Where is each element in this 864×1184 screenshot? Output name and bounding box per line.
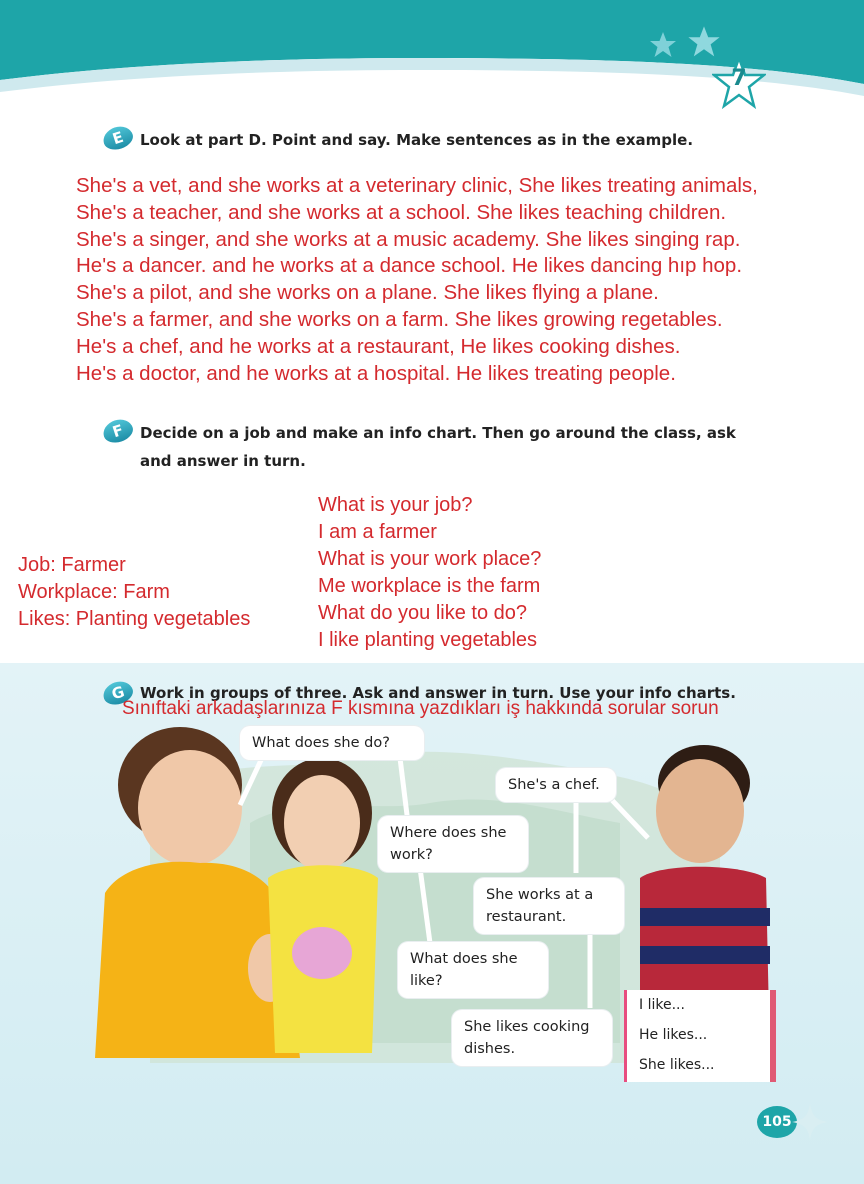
phrase-item: I like...: [639, 997, 685, 1013]
phrase-item: He likes...: [639, 1027, 708, 1043]
info-chart: [18, 552, 250, 633]
answer-line: He's a chef, and he works at a restaurant, He likes cooking dishes.: [76, 334, 681, 358]
instruction-line: Decide on a job and make an info chart. Then go around the class, ask: [140, 424, 736, 442]
bubble-she-likes-cooking: [452, 1010, 612, 1066]
unit-number: 7: [731, 66, 747, 91]
phrase-item: She likes...: [639, 1057, 715, 1073]
answer-line: She's a teacher, and she works at a school. She likes teaching children.: [76, 200, 727, 224]
dialogue-line: What is your work place?: [318, 548, 542, 570]
bubble-line: She likes cooking: [464, 1019, 590, 1035]
section-e-instruction: Look at part D. Point and say. Make sentences as in the example.: [140, 131, 694, 149]
section-f-badge: F: [100, 416, 135, 446]
dialogue-line: Me workplace is the farm: [318, 575, 541, 597]
info-workplace: Workplace: Farm: [18, 581, 170, 603]
info-job: Job: Farmer: [18, 554, 126, 576]
bubble-what-does-she-like: [398, 942, 548, 998]
bubble-line: Where does she: [390, 825, 507, 841]
bubble-where-does-she-work: [378, 816, 528, 872]
dialogue: [318, 492, 541, 654]
section-g-badge: G: [100, 678, 135, 708]
phrase-box: [624, 990, 776, 1082]
dialogue-line: What do you like to do?: [318, 602, 528, 624]
star-icon: [686, 24, 722, 60]
girl-figure: [268, 758, 378, 1053]
bubble-what-does-she-do: What does she do?: [240, 726, 424, 760]
instruction-line: and answer in turn.: [140, 452, 306, 470]
bubble-line: restaurant.: [486, 909, 567, 925]
section-g-instruction: Work in groups of three. Ask and answer in turn. Use your info charts.: [140, 684, 736, 702]
bubble-line: She works at a: [486, 887, 594, 903]
answer-line: She's a singer, and she works at a music academy. She likes singing rap.: [76, 227, 741, 251]
section-e-answers: [76, 173, 758, 387]
bubble-shes-a-chef: She's a chef.: [496, 768, 616, 802]
section-e-badge: E: [100, 123, 135, 153]
bubble-line: dishes.: [464, 1041, 516, 1057]
star-icon: [648, 30, 678, 60]
section-g-illustration: [0, 663, 864, 1184]
answer-line: She's a farmer, and she works on a farm. She likes growing regetables.: [76, 307, 723, 331]
answer-line: She's a pilot, and she works on a plane. She likes flying a plane.: [76, 281, 659, 305]
bubble-line: work?: [390, 847, 433, 863]
info-likes: Likes: Planting vegetables: [18, 608, 251, 630]
dialogue-line: I am a farmer: [318, 521, 437, 543]
dialogue-line: I like planting vegetables: [318, 629, 538, 651]
section-f-instruction: [140, 419, 736, 475]
turkish-note: Sınıftaki arkadaşlarınıza F kısmına yazdıkları iş hakkında sorular sorun: [122, 698, 719, 719]
bubble-line: What does she: [410, 951, 518, 967]
sparkle-icon: [790, 1102, 830, 1142]
bubble-line: like?: [410, 973, 443, 989]
answer-line: He's a doctor, and he works at a hospital. He likes treating people.: [76, 361, 676, 385]
dialogue-line: What is your job?: [318, 494, 473, 516]
answer-line: He's a dancer. and he works at a dance school. He likes dancing hıp hop.: [76, 254, 743, 278]
page-number: 105: [757, 1106, 797, 1138]
bubble-she-works-at-restaurant: [474, 878, 624, 934]
answer-line: She's a vet, and she works at a veterinary clinic, She likes treating animals,: [76, 174, 758, 197]
